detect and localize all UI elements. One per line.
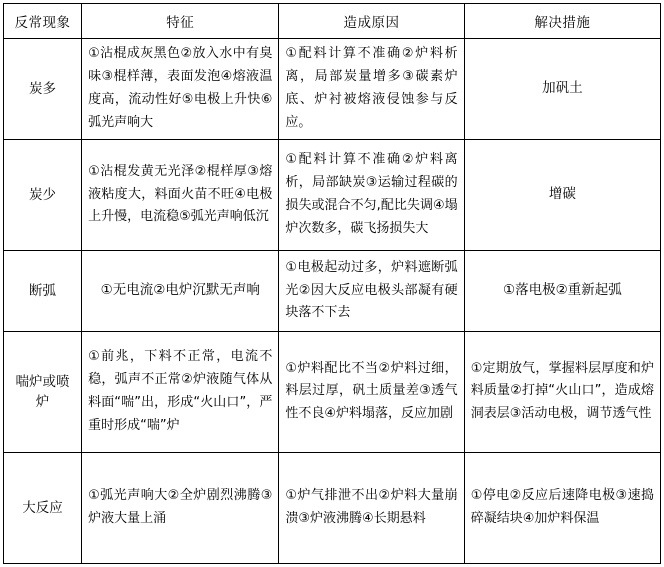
cell-solutions: 加矾土 xyxy=(464,39,660,140)
cell-features: ①弧光声响大②全炉剧烈沸腾③炉液大量上涌 xyxy=(82,452,279,563)
row-label-phenomenon: 炭多 xyxy=(4,39,82,140)
cell-features: ①沾棍发黄无光泽②棍样厚③熔液粘度大，料面火苗不旺④电极上升慢，电流稳⑤弧光声响低沉 xyxy=(82,139,279,250)
cell-causes: ①炉气排泄不出②炉料大量崩溃③炉液沸腾④长期悬料 xyxy=(279,452,464,563)
table-row xyxy=(4,39,661,140)
cell-causes: ①配料计算不准确②炉料析离，局部炭量增多③碳素炉底、炉衬被熔液侵蚀参与反应。 xyxy=(279,39,464,140)
row-label-phenomenon: 炭少 xyxy=(4,139,82,250)
cell-solutions: ①落电极②重新起弧 xyxy=(464,251,660,332)
cell-causes: ①配料计算不准确②炉料离析，局部缺炭③运输过程碳的损失或混合不匀,配比失调④塌炉次数多，碳飞扬损失大 xyxy=(279,139,464,250)
cell-solutions: ①定期放气，掌握料层厚度和炉料质量②打掉“火山口”，造成熔洞表层③活动电极，调节透气性 xyxy=(464,331,660,452)
column-header-solutions: 解决措施 xyxy=(464,4,660,39)
cell-solutions: ①停电②反应后速降电极③速捣碎凝结块④加炉料保温 xyxy=(464,452,660,563)
abnormal-phenomena-table xyxy=(3,3,661,564)
cell-causes: ①炉料配比不当②炉料过细，料层过厚，矾土质量差③透气性不良④炉料塌落，反应加剧 xyxy=(279,331,464,452)
row-label-phenomenon: 大反应 xyxy=(4,452,82,563)
row-label-phenomenon: 喘炉或喷炉 xyxy=(4,331,82,452)
column-header-causes: 造成原因 xyxy=(279,4,464,39)
table-header xyxy=(4,4,661,39)
row-label-phenomenon: 断弧 xyxy=(4,251,82,332)
table-row xyxy=(4,139,661,250)
table-row xyxy=(4,251,661,332)
column-header-phenomenon: 反常现象 xyxy=(4,4,82,39)
table-row xyxy=(4,331,661,452)
column-header-features: 特征 xyxy=(82,4,279,39)
cell-features: ①沾棍成灰黑色②放入水中有臭味③棍样薄，表面发泡④熔液温度高，流动性好⑤电极上升快⑥弧光声响大 xyxy=(82,39,279,140)
cell-features: ①无电流②电炉沉默无声响 xyxy=(82,251,279,332)
table-header-row xyxy=(4,4,661,39)
cell-features: ①前兆，下料不正常，电流不稳，弧声不正常②炉液随气体从料面“喘”出，形成“火山口”，严重时形成“喘”炉 xyxy=(82,331,279,452)
cell-causes: ①电极起动过多，炉料遮断弧光②因大反应电极头部凝有硬块落不下去 xyxy=(279,251,464,332)
table-row xyxy=(4,452,661,563)
table-body xyxy=(4,39,661,564)
cell-solutions: 增碳 xyxy=(464,139,660,250)
